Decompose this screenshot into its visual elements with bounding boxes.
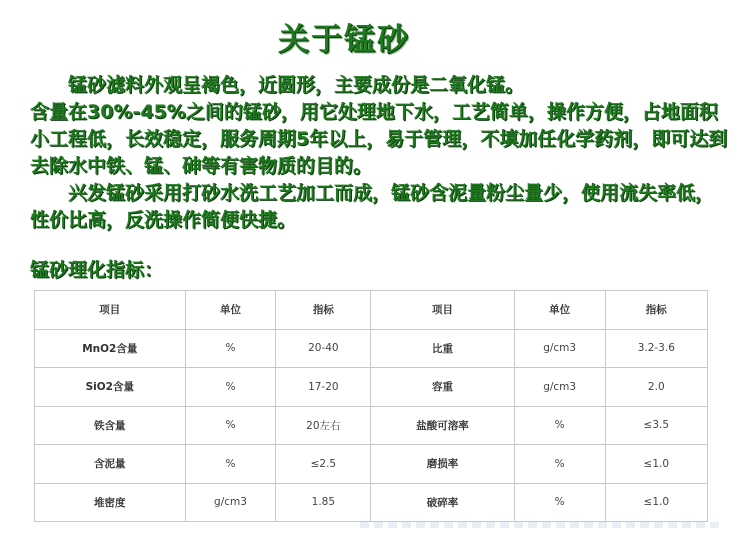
cell-unit: % xyxy=(185,445,276,484)
cell-item: MnO2含量 xyxy=(35,329,186,368)
header-index-2: 指标 xyxy=(605,291,707,330)
table-row xyxy=(35,329,708,368)
cell-value: 2.0 xyxy=(605,368,707,407)
cell-unit: % xyxy=(514,483,605,522)
spec-table xyxy=(34,290,708,522)
table-row xyxy=(35,445,708,484)
cell-unit: % xyxy=(185,406,276,445)
cell-item: 含泥量 xyxy=(35,445,186,484)
cell-item: 铁含量 xyxy=(35,406,186,445)
cell-item: 磨损率 xyxy=(371,445,514,484)
spec-heading: 锰砂理化指标： xyxy=(30,259,164,281)
page-title: 关于锰砂 xyxy=(278,22,410,58)
header-unit-2: 单位 xyxy=(514,291,605,330)
cell-item: 盐酸可溶率 xyxy=(371,406,514,445)
cell-unit: % xyxy=(185,368,276,407)
table-row xyxy=(35,483,708,522)
cell-value: 20左右 xyxy=(276,406,371,445)
decorative-band xyxy=(360,522,720,528)
cell-value: ≤2.5 xyxy=(276,445,371,484)
cell-unit: % xyxy=(185,329,276,368)
cell-value: ≤1.0 xyxy=(605,483,707,522)
table-row xyxy=(35,406,708,445)
cell-unit: % xyxy=(514,445,605,484)
cell-item: 破碎率 xyxy=(371,483,514,522)
cell-unit: % xyxy=(514,406,605,445)
header-item-1: 项目 xyxy=(35,291,186,330)
table-header-row xyxy=(35,291,708,330)
cell-value: ≤1.0 xyxy=(605,445,707,484)
cell-value: ≤3.5 xyxy=(605,406,707,445)
header-item-2: 项目 xyxy=(371,291,514,330)
cell-item: 比重 xyxy=(371,329,514,368)
header-index-1: 指标 xyxy=(276,291,371,330)
description xyxy=(30,72,730,234)
cell-unit: g/cm3 xyxy=(514,368,605,407)
header-unit-1: 单位 xyxy=(185,291,276,330)
paragraph-process: 兴发锰砂采用打砂水洗工艺加工而成，锰砂含泥量粉尘量少，使用流失率低，性价比高，反洗操作简便快捷。 xyxy=(30,182,715,231)
cell-value: 3.2-3.6 xyxy=(605,329,707,368)
cell-item: 堆密度 xyxy=(35,483,186,522)
cell-item: 容重 xyxy=(371,368,514,407)
cell-item: SiO2含量 xyxy=(35,368,186,407)
cell-value: 17-20 xyxy=(276,368,371,407)
cell-unit: g/cm3 xyxy=(514,329,605,368)
table-row xyxy=(35,368,708,407)
cell-unit: g/cm3 xyxy=(185,483,276,522)
paragraph-appearance: 锰砂滤料外观呈褐色，近圆形，主要成份是二氧化锰。 xyxy=(68,74,525,96)
paragraph-content-usage: 含量在30%-45%之间的锰砂，用它处理地下水，工艺简单，操作方便，占地面积小工程低，长效稳定，服务周期5年以上，易于管理，不填加任化学药剂，即可达到去除水中铁、锰、砷等有害物质的目的。 xyxy=(30,101,728,177)
cell-value: 20-40 xyxy=(276,329,371,368)
cell-value: 1.85 xyxy=(276,483,371,522)
